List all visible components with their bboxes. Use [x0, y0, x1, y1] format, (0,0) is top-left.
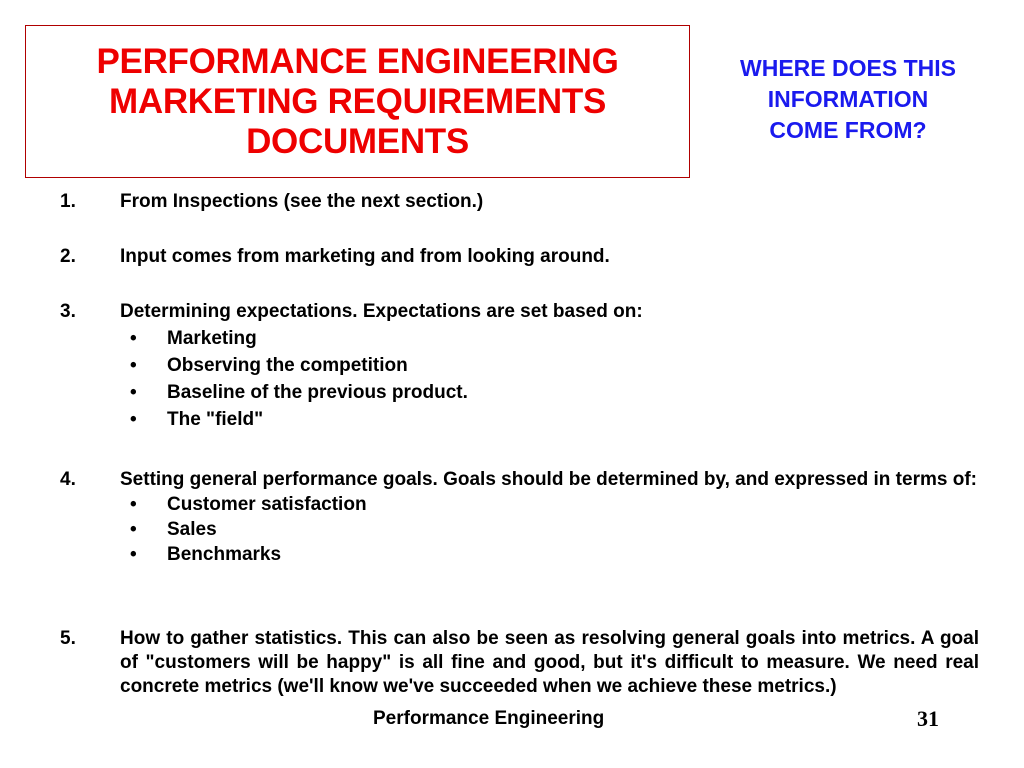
item-number: 1.: [60, 191, 76, 212]
bullet-icon: •: [130, 382, 137, 403]
item-number: 4.: [60, 469, 76, 490]
bullet-icon: •: [130, 544, 137, 565]
item-text: Setting general performance goals. Goals should be determined by, and expressed in terms of:: [120, 469, 977, 490]
bullet-item: [60, 543, 979, 568]
slide-footer: [0, 708, 1024, 738]
side-question-line: COME FROM?: [769, 117, 927, 143]
list-item-1: [60, 190, 979, 214]
item-number: 2.: [60, 246, 76, 267]
title-line: PERFORMANCE ENGINEERING: [96, 41, 619, 81]
bullet-item: [60, 354, 979, 381]
item-text: How to gather statistics. This can also be seen as resolving general goals into metrics. A goal of "customers will be happy" is all fine and good, but it's difficult to measure. We need real concrete metrics (we'll know we've succeeded when we achieve these metrics.): [120, 628, 979, 697]
bullet-icon: •: [130, 328, 137, 349]
list-item-3: [60, 300, 979, 435]
page-number: 31: [917, 706, 939, 731]
bullet-icon: •: [130, 409, 137, 430]
item-text: Determining expectations. Expectations are set based on:: [120, 301, 643, 322]
side-question-line: INFORMATION: [767, 86, 929, 112]
bullet-item: [60, 381, 979, 408]
item-number: 3.: [60, 301, 76, 322]
bullet-text: The "field": [167, 409, 264, 430]
item-text: From Inspections (see the next section.): [120, 191, 484, 212]
footer-title: Performance Engineering: [373, 708, 605, 729]
bullet-item: [60, 518, 979, 543]
title-line: MARKETING REQUIREMENTS: [108, 81, 607, 121]
side-question: [703, 53, 993, 146]
bullet-item: [60, 408, 979, 435]
bullet-item: [60, 493, 979, 518]
bullet-text: Marketing: [167, 328, 257, 349]
slide-title: [96, 42, 618, 162]
item-text: Input comes from marketing and from looking around.: [120, 246, 610, 267]
bullet-text: Observing the competition: [167, 355, 408, 376]
title-box: [25, 25, 690, 178]
bullet-text: Baseline of the previous product.: [167, 382, 468, 403]
bullet-icon: •: [130, 494, 137, 515]
bullet-text: Customer satisfaction: [167, 494, 367, 515]
bullet-list: [60, 493, 979, 568]
list-item-2: [60, 245, 979, 269]
bullet-icon: •: [130, 519, 137, 540]
bullet-text: Benchmarks: [167, 544, 282, 565]
bullet-text: Sales: [167, 519, 217, 540]
bullet-item: [60, 327, 979, 354]
bullet-icon: •: [130, 355, 137, 376]
list-item-4: [60, 468, 979, 568]
side-question-line: WHERE DOES THIS: [740, 55, 956, 81]
item-number: 5.: [60, 628, 76, 649]
title-line: DOCUMENTS: [246, 121, 469, 161]
list-item-5: [60, 627, 979, 699]
bullet-list: [60, 327, 979, 435]
